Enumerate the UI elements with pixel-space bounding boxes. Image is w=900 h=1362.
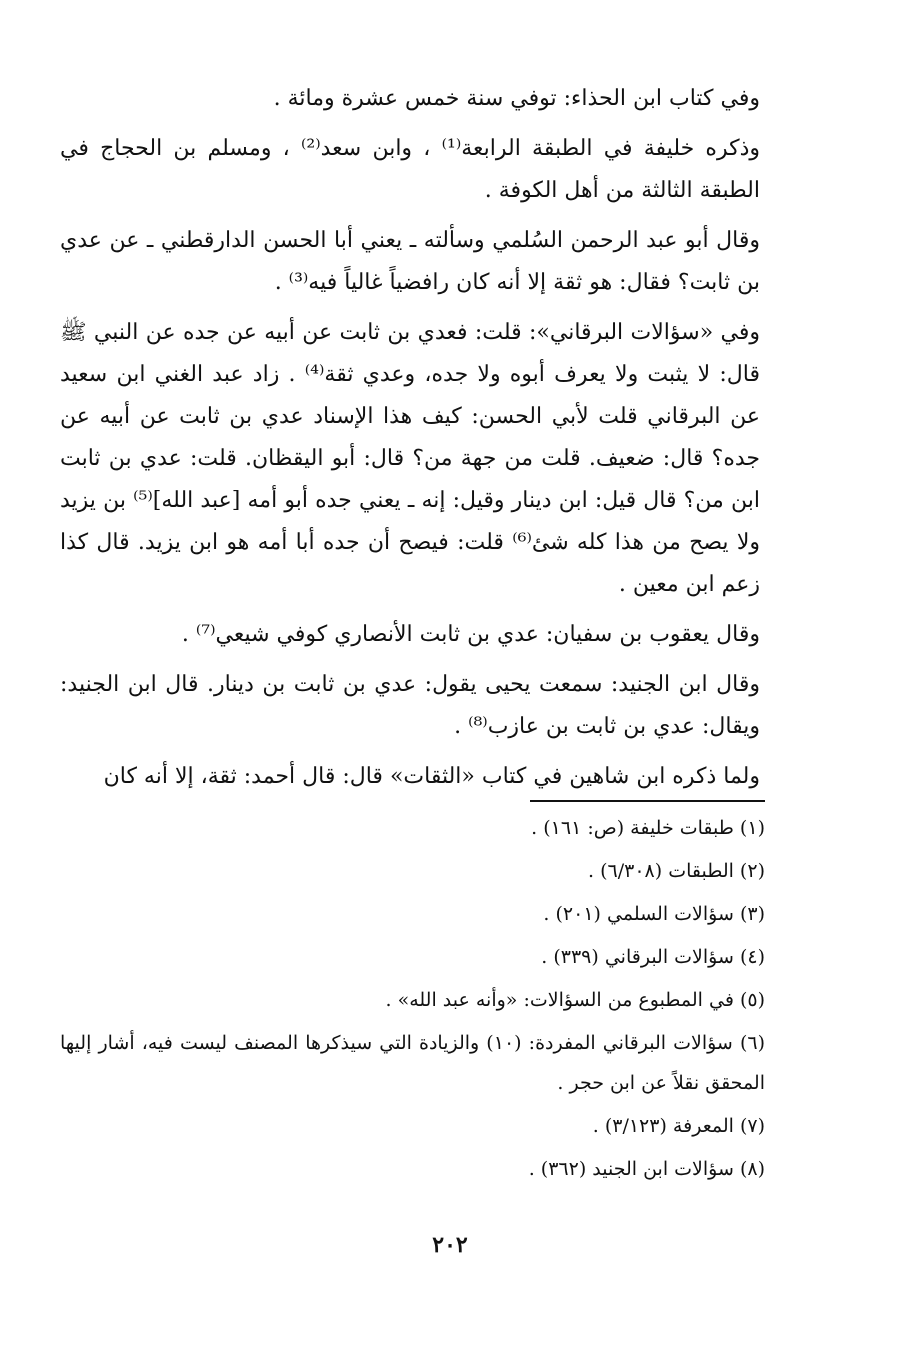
- page-number: ٢٠٢: [432, 1232, 468, 1258]
- footnote: (٨) سؤالات ابن الجنيد (٣٦٢) .: [528, 1158, 765, 1180]
- paragraph: ولما ذكره ابن شاهين في كتاب «الثقات» قال: قال أحمد: ثقة، إلا أنه كان: [103, 764, 760, 789]
- footnote: (٦) سؤالات البرقاني المفردة: (١٠) والزيادة التي سيذكرها المصنف ليست فيه، أشار إليها المحقق نقلاً عن ابن حجر .: [60, 1032, 765, 1094]
- paragraph: وقال يعقوب بن سفيان: عدي بن ثابت الأنصاري كوفي شيعي⁽⁷⁾ .: [181, 622, 760, 647]
- footnotes: [60, 808, 765, 1192]
- paragraph: وقال أبو عبد الرحمن السُلمي وسألته ـ يعني أبا الحسن الدارقطني ـ عن عدي بن ثابت؟ فقال: هو ثقة إلا أنه كان رافضياً غالياً فيه⁽³⁾ .: [60, 228, 760, 295]
- footnote: (٥) في المطبوع من السؤالات: «وأنه عبد الله» .: [385, 989, 765, 1011]
- paragraph: وقال ابن الجنيد: سمعت يحيى يقول: عدي بن ثابت بن دينار. قال ابن الجنيد: ويقال: عدي بن ثابت بن عازب⁽⁸⁾ .: [60, 672, 760, 739]
- footnote: (٣) سؤالات السلمي (٢٠١) .: [543, 903, 765, 925]
- footnote: (٢) الطبقات (٦/٣٠٨) .: [588, 860, 765, 882]
- footnote-divider: [530, 800, 765, 802]
- paragraph: وفي «سؤالات البرقاني»: قلت: فعدي بن ثابت عن أبيه عن جده عن النبي ﷺ قال: لا يثبت ولا يعرف أبوه ولا جده، وعدي ثقة⁽⁴⁾ . زاد عبد الغني ابن سعيد عن البرقاني قلت لأبي الحسن: كيف هذا الإسناد عدي بن ثابت عن أبيه عن جده؟ قال: ضعيف. قلت من جهة من؟ قال: أبو اليقظان. قلت: عدي بن ثابت ابن من؟ قال قيل: ابن دينار وقيل: إنه ـ يعني جده أبو أمه [عبد الله]⁽⁵⁾ بن يزيد ولا يصح من هذا كله شئ⁽⁶⁾ قلت: فيصح أن جده أبا أمه هو ابن يزيد. قال كذا زعم ابن معين .: [60, 320, 761, 597]
- footnote: (١) طبقات خليفة (ص: ١٦١) .: [531, 817, 765, 839]
- paragraph: وذكره خليفة في الطبقة الرابعة⁽¹⁾ ، وابن سعد⁽²⁾ ، ومسلم بن الحجاج في الطبقة الثالثة من أهل الكوفة .: [60, 136, 760, 203]
- footnote: (٤) سؤالات البرقاني (٣٣٩) .: [541, 946, 765, 968]
- paragraph: وفي كتاب ابن الحذاء: توفي سنة خمس عشرة ومائة .: [273, 86, 760, 111]
- main-text: [60, 78, 760, 798]
- footnote: (٧) المعرفة (٣/١٢٣) .: [592, 1115, 765, 1137]
